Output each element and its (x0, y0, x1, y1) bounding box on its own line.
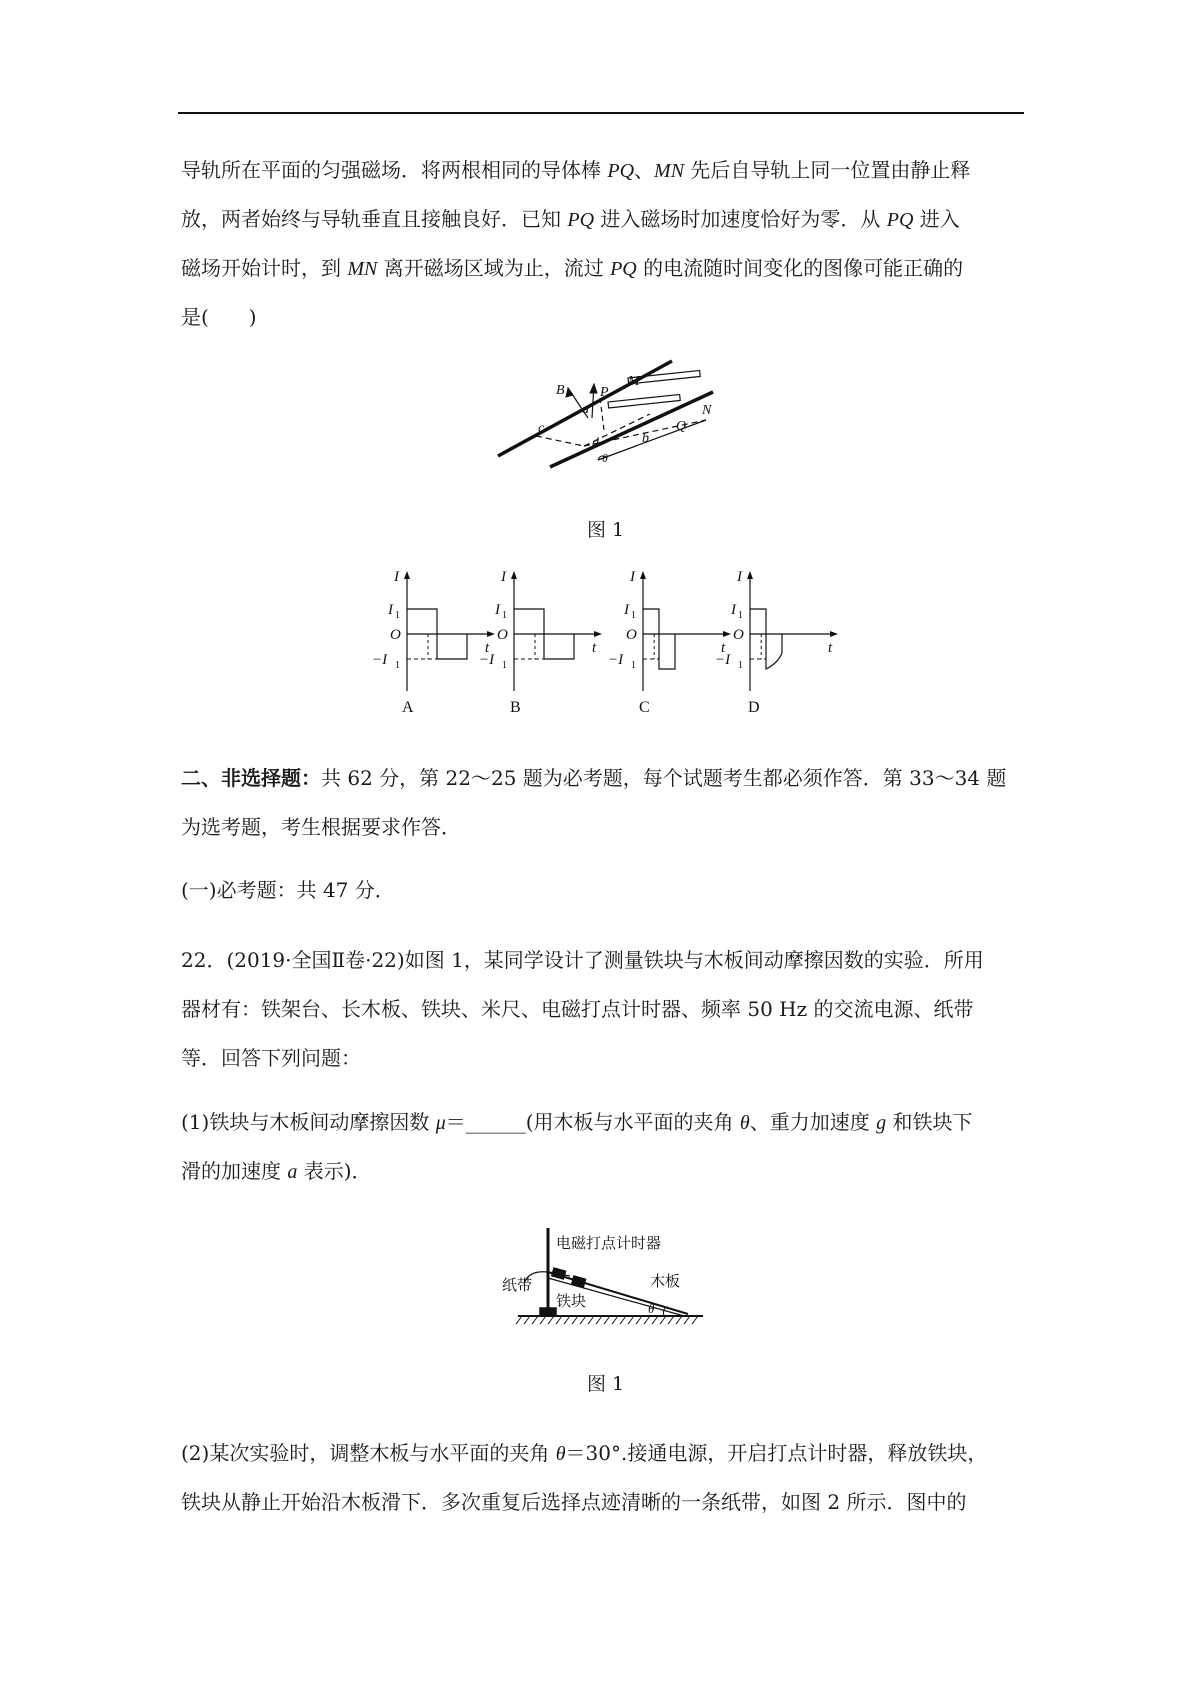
math-variable: μ (435, 1112, 446, 1134)
y-axis-arrow (640, 571, 646, 579)
text-run: ＝______(用木板与水平面的夹角 (445, 1110, 740, 1134)
arrow-head (590, 384, 597, 393)
text-run: 滑的加速度 (181, 1159, 288, 1183)
text-run: 进入 (913, 207, 960, 231)
label-I1-sub: 1 (738, 610, 743, 621)
math-variable: PQ (886, 209, 914, 231)
section-heading-line (181, 766, 1006, 790)
label-I1: I (495, 602, 500, 618)
axis-label-I: I (394, 569, 399, 585)
math-variable: a (287, 1161, 298, 1183)
option-letter: A (402, 699, 414, 716)
rail-left (498, 361, 672, 456)
y-axis-arrow (404, 571, 410, 579)
figure-caption: 图 1 (587, 519, 625, 541)
stand-base (540, 1308, 556, 1316)
current-pulse-negative (659, 634, 675, 669)
text-run: 的电流随时间变化的图像可能正确的 (636, 256, 964, 280)
axis-label-t: t (828, 640, 833, 656)
text-run: 、 (634, 158, 655, 182)
label-neg-I1-sub: 1 (738, 660, 743, 671)
current-pulse-positive (750, 609, 766, 634)
text-run: (1)铁块与木板间动摩擦因数 (181, 1110, 436, 1134)
text-run: 等．回答下列问题： (181, 1046, 361, 1070)
label-P: P (600, 385, 609, 400)
section-heading-text: 共 62 分，第 22～25 题为必考题，每个试题考生都必须作答．第 33～34 题 (321, 766, 1007, 790)
board-bottom (548, 1278, 684, 1316)
x-axis-arrow (723, 631, 731, 637)
option-letter: C (639, 699, 650, 716)
axis-label-I: I (737, 569, 742, 585)
label-theta: θ (602, 451, 608, 465)
q22-part1-line (181, 1159, 372, 1184)
axis-label-t: t (485, 640, 490, 656)
timer-label: 电磁打点计时器 (556, 1236, 662, 1252)
block-label: 铁块 (556, 1294, 587, 1310)
current-pulse-negative (437, 634, 467, 659)
dashed-line (536, 436, 584, 446)
text-run: 是( ) (181, 305, 257, 329)
x-axis-arrow (830, 631, 838, 637)
label-neg-I1-sub: 1 (631, 660, 636, 671)
text-run: 放，两者始终与导轨垂直且接触良好．已知 (181, 207, 568, 231)
field-arrow (592, 384, 594, 418)
label-M: M (628, 374, 640, 389)
rod-MN (628, 370, 700, 383)
text-run: (2)某次实验时，调整木板与水平面的夹角 (181, 1441, 556, 1465)
rail-right (550, 392, 713, 467)
tape-label: 纸带 (502, 1278, 533, 1294)
axis-label-I: I (630, 569, 635, 585)
dashed-line (584, 420, 706, 446)
arrow-head (566, 388, 573, 397)
option-letter: D (748, 699, 760, 716)
text-run: 离开磁场区域为止，流过 (377, 256, 611, 280)
label-I1-sub: 1 (395, 610, 400, 621)
label-I1: I (624, 602, 629, 618)
board-top (548, 1272, 688, 1314)
dashed-line (584, 414, 650, 446)
q22-line (181, 948, 984, 972)
label-Q: Q (676, 419, 687, 434)
math-variable: PQ (607, 160, 635, 182)
label-neg-I1-sub: 1 (502, 660, 507, 671)
sub-heading: (一)必考题：共 47 分． (181, 878, 395, 902)
ground-hatch (516, 1316, 698, 1324)
math-variable: PQ (610, 258, 637, 280)
q22-part1-line (181, 1110, 972, 1135)
section-line: 为选考题，考生根据要求作答． (181, 815, 461, 839)
board-label: 木板 (650, 1274, 681, 1290)
problem-line (181, 207, 960, 232)
text-run: 磁场开始计时，到 (181, 256, 348, 280)
text-run: 、重力加速度 (749, 1110, 877, 1134)
label-neg-I1: −I (372, 652, 388, 668)
problem-line (181, 158, 970, 183)
text-run: 先后自导轨上同一位置由静止释 (684, 158, 971, 182)
text-run: 铁块从静止开始沿木板滑下．多次重复后选择点迹清晰的一条纸带，如图 2 所示．图中的 (181, 1490, 967, 1514)
header-rule (178, 112, 1024, 114)
q22-part2-line (181, 1490, 966, 1514)
option-letter: B (510, 699, 521, 716)
label-I1: I (731, 602, 736, 618)
current-pulse-positive (407, 609, 437, 634)
q22-line (181, 997, 974, 1021)
text-run: 导轨所在平面的匀强磁场．将两根相同的导体棒 (181, 158, 608, 182)
math-variable: θ (555, 1443, 566, 1465)
label-c: c (538, 421, 545, 436)
math-variable: θ (739, 1112, 750, 1134)
theta-arc (598, 456, 606, 460)
axis-label-I: I (501, 569, 506, 585)
y-axis-arrow (511, 571, 517, 579)
math-variable: MN (347, 258, 378, 280)
q22-line (181, 1046, 361, 1070)
label-I1-sub: 1 (502, 610, 507, 621)
label-neg-I1: −I (608, 652, 624, 668)
label-I1: I (388, 602, 393, 618)
figure-caption: 图 1 (587, 1373, 625, 1395)
label-d: d (592, 436, 599, 451)
current-pulse-positive (643, 609, 659, 634)
section-heading: 二、非选择题： (181, 766, 321, 790)
label-origin: O (497, 627, 508, 643)
text-run: ＝30°.接通电源，开启打点计时器，释放铁块， (565, 1441, 988, 1465)
incline-line (598, 420, 706, 460)
label-b: b (642, 431, 649, 446)
axis-label-t: t (592, 640, 597, 656)
text-run: 表示)． (297, 1159, 372, 1183)
theta-label: θ (648, 1301, 655, 1316)
text-run: 进入磁场时加速度恰好为零．从 (594, 207, 887, 231)
dashed-line (600, 398, 604, 430)
iron-block (572, 1276, 586, 1287)
field-arrow (568, 388, 588, 418)
problem-line (181, 305, 257, 329)
label-neg-I1: −I (715, 652, 731, 668)
problem-line (181, 256, 963, 281)
rod-PQ (608, 394, 680, 407)
current-pulse-positive (514, 609, 544, 634)
current-pulse-negative (544, 634, 574, 659)
label-B: B (556, 383, 565, 398)
label-neg-I1-sub: 1 (395, 660, 400, 671)
axis-label-t: t (721, 640, 726, 656)
text-run: 22．(2019·全国Ⅱ卷·22)如图 1，某同学设计了测量铁块与木板间动摩擦因数的实验．所用 (181, 948, 984, 972)
text-run: 和铁块下 (886, 1110, 973, 1134)
label-I1-sub: 1 (631, 610, 636, 621)
q22-part2-line (181, 1441, 987, 1466)
label-N: N (702, 403, 712, 418)
math-variable: g (876, 1112, 887, 1134)
timer-box (552, 1268, 566, 1279)
y-axis-arrow (747, 571, 753, 579)
label-origin: O (733, 627, 744, 643)
math-variable: MN (654, 160, 685, 182)
x-axis-arrow (594, 631, 602, 637)
x-axis-arrow (487, 631, 495, 637)
text-run: 器材有：铁架台、长木板、铁块、米尺、电磁打点计时器、频率 50 Hz 的交流电源、纸带 (181, 997, 974, 1021)
label-a: a (582, 402, 589, 417)
label-origin: O (390, 627, 401, 643)
label-neg-I1: −I (479, 652, 495, 668)
paper-tape (524, 1272, 570, 1284)
label-origin: O (626, 627, 637, 643)
theta-arc (664, 1307, 669, 1316)
current-pulse-negative (766, 634, 782, 669)
math-variable: PQ (567, 209, 595, 231)
